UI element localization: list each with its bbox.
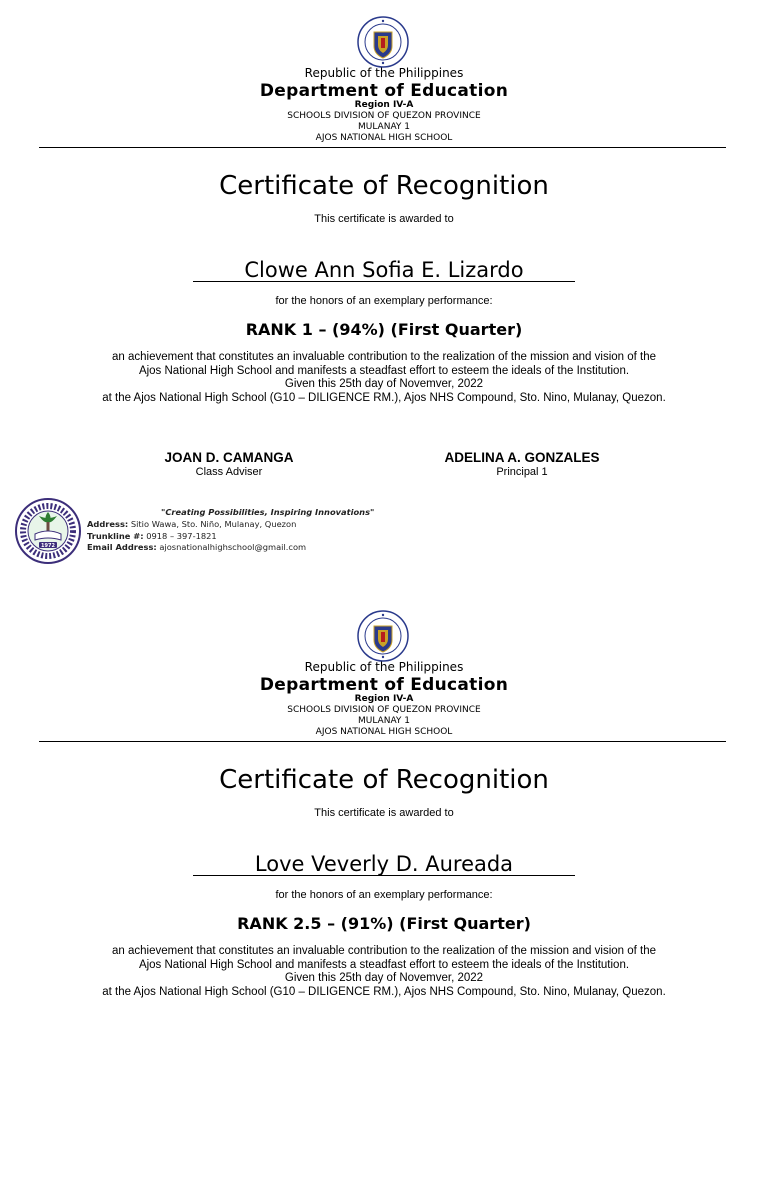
awarded-to-text: This certificate is awarded to	[314, 213, 454, 225]
header-divider	[39, 147, 726, 148]
certificate-title: Certificate of Recognition	[219, 765, 549, 795]
header-divider	[39, 741, 726, 742]
body-line: Ajos National High School and manifests a steadfast effort to esteem the ideals of the Institution.	[138, 958, 630, 971]
body-line: Ajos National High School and manifests a steadfast effort to esteem the ideals of the Institution.	[138, 364, 630, 377]
school-slogan: "Creating Possibilities, Inspiring Innovations"	[161, 507, 375, 517]
header-school: AJOS NATIONAL HIGH SCHOOL	[315, 727, 453, 737]
body-line: an achievement that constitutes an invaluable contribution to the realization of the mission and vision of the	[111, 945, 657, 957]
svg-text:1972: 1972	[41, 543, 55, 549]
body-line: at the Ajos National High School (G10 – DILIGENCE RM.), Ajos NHS Compound, Sto. Nino, Mulanay, Quezon.	[102, 391, 666, 404]
certificate-body	[0, 945, 768, 999]
adviser-name: JOAN D. CAMANGA	[164, 450, 294, 465]
rank-text: RANK 2.5 – (91%) (First Quarter)	[237, 914, 531, 933]
adviser-title: Class Adviser	[195, 466, 263, 478]
deped-seal-icon	[357, 16, 409, 68]
header-region: Region IV-A	[354, 694, 414, 704]
honors-text: for the honors of an exemplary performance:	[275, 295, 493, 307]
body-line: at the Ajos National High School (G10 – DILIGENCE RM.), Ajos NHS Compound, Sto. Nino, Mulanay, Quezon.	[102, 985, 666, 998]
principal-name: ADELINA A. GONZALES	[444, 450, 600, 465]
signatory-principal	[392, 450, 652, 479]
header-division: SCHOOLS DIVISION OF QUEZON PROVINCE	[287, 705, 481, 715]
email-line: Email Address: ajosnationalhighschool@gmail.com	[87, 542, 307, 553]
header-department: Department of Education	[259, 675, 509, 695]
rank-text: RANK 1 – (94%) (First Quarter)	[245, 320, 523, 339]
header-district: MULANAY 1	[357, 122, 410, 132]
certificate-title: Certificate of Recognition	[219, 171, 549, 201]
body-line: Given this 25th day of Novemver, 2022	[284, 972, 484, 984]
header-republic: Republic of the Philippines	[304, 660, 464, 674]
signatory-adviser	[99, 450, 359, 479]
recipient-underline	[193, 281, 575, 282]
body-line: an achievement that constitutes an invaluable contribution to the realization of the mission and vision of the	[111, 351, 657, 363]
header-department: Department of Education	[259, 81, 509, 101]
school-contact-block	[87, 507, 374, 554]
school-logo-icon	[15, 498, 81, 564]
recipient-underline	[193, 875, 575, 876]
awarded-to-text: This certificate is awarded to	[314, 807, 454, 819]
address-line: Address: Sitio Wawa, Sto. Niño, Mulanay, Quezon	[87, 518, 297, 529]
header-division: SCHOOLS DIVISION OF QUEZON PROVINCE	[287, 111, 481, 121]
header-district: MULANAY 1	[357, 716, 410, 726]
recipient-name: Love Veverly D. Aureada	[254, 852, 514, 876]
honors-text: for the honors of an exemplary performance:	[275, 889, 493, 901]
header-region: Region IV-A	[354, 100, 414, 110]
deped-seal-icon	[357, 610, 409, 662]
trunkline-line: Trunkline #: 0918 – 397-1821	[87, 530, 217, 541]
principal-title: Principal 1	[496, 466, 548, 478]
header-school: AJOS NATIONAL HIGH SCHOOL	[315, 133, 453, 143]
recipient-name: Clowe Ann Sofia E. Lizardo	[244, 258, 524, 282]
certificate-body	[0, 351, 768, 405]
body-line: Given this 25th day of Novemver, 2022	[284, 378, 484, 390]
certificate-2	[0, 594, 768, 1188]
header-republic: Republic of the Philippines	[304, 66, 464, 80]
